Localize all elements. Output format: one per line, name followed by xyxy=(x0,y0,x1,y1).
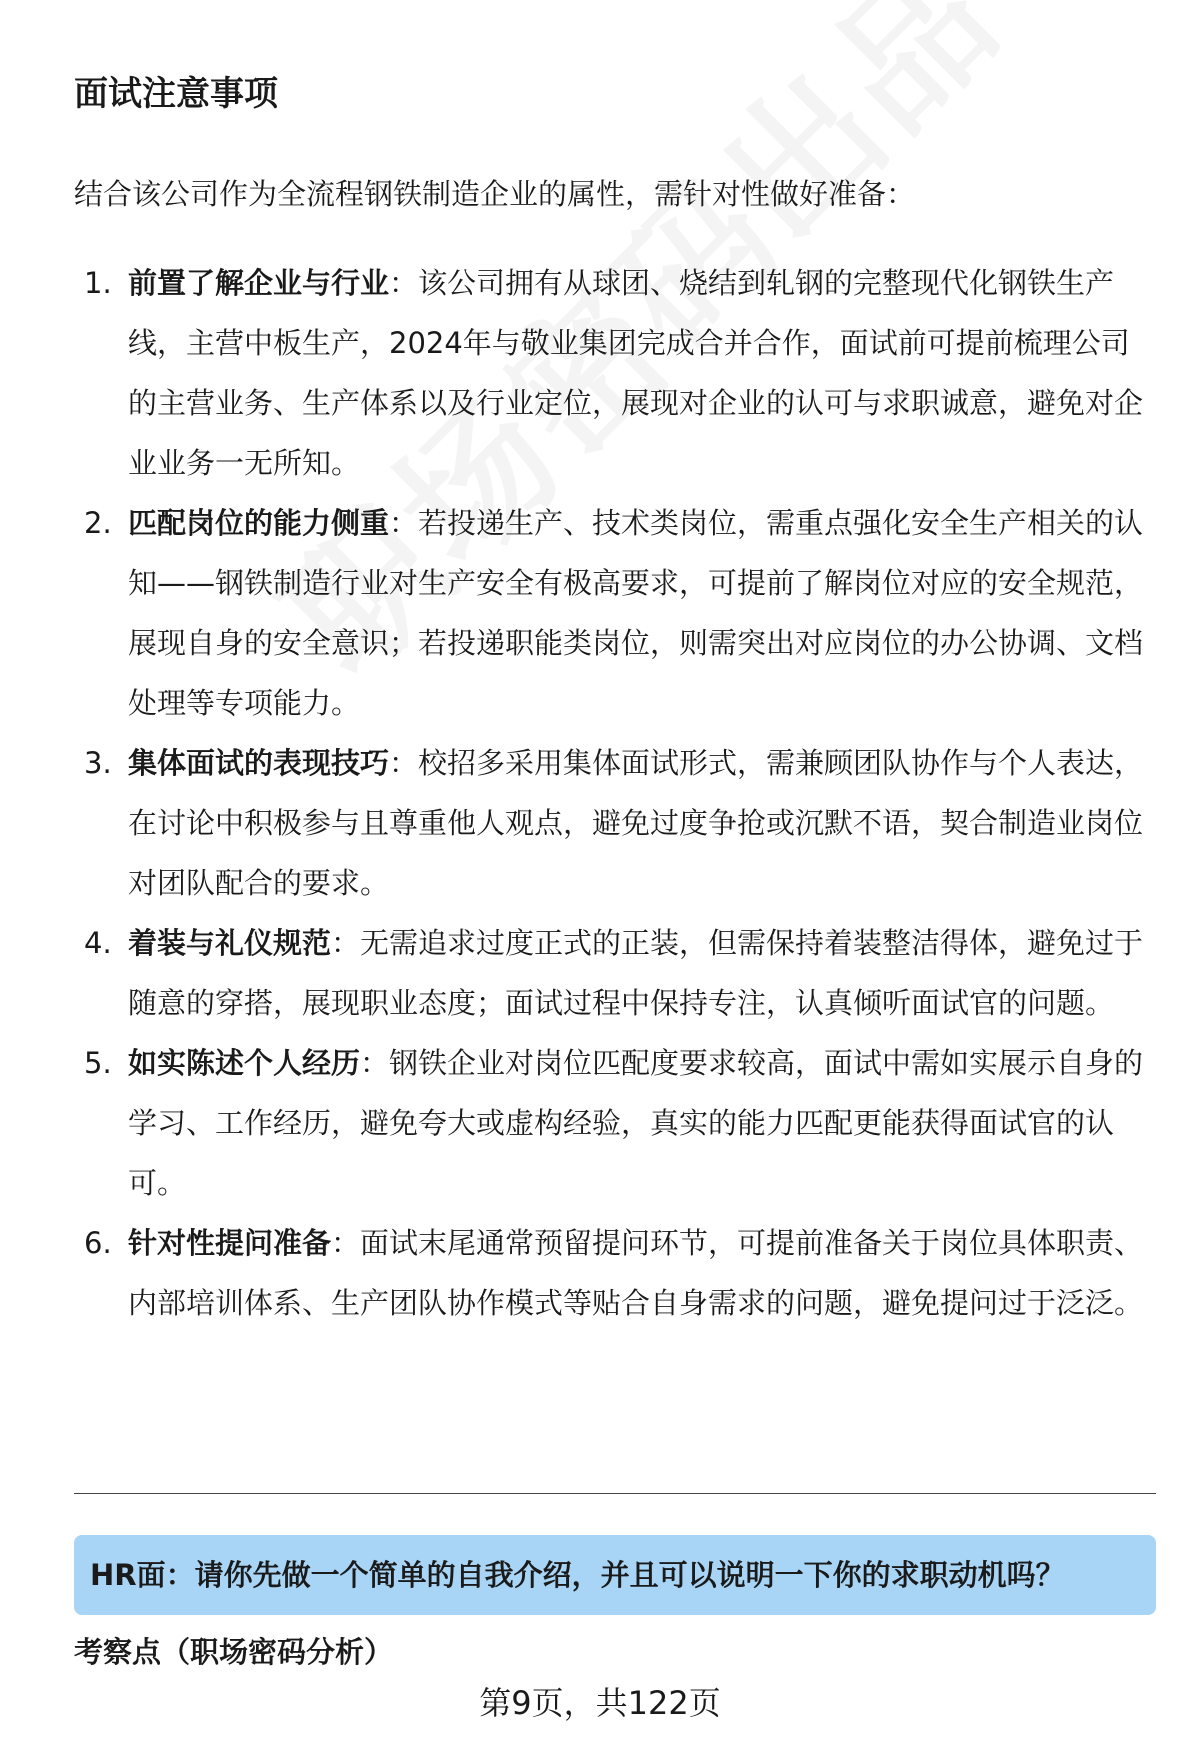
item-title: 匹配岗位的能力侧重 xyxy=(128,506,390,540)
item-number: 6. xyxy=(84,1226,112,1260)
item-number: 3. xyxy=(84,746,112,780)
list-item xyxy=(74,253,1156,493)
item-separator: ： xyxy=(360,1046,390,1080)
section-title: 面试注意事项 xyxy=(74,74,278,114)
list-item xyxy=(74,1213,1156,1333)
item-title: 前置了解企业与行业 xyxy=(128,266,390,300)
item-body: 校招多采用集体面试形式，需兼顾团队协作与个人表达，在讨论中积极参与且尊重他人观点，避免过度争抢或沉默不语，契合制造业岗位对团队配合的要求。 xyxy=(128,746,1144,900)
question-callout: HR面：请你先做一个简单的自我介绍，并且可以说明一下你的求职动机吗？ xyxy=(74,1535,1156,1615)
item-number: 2. xyxy=(84,506,112,540)
list-item xyxy=(74,733,1156,913)
list-item xyxy=(74,493,1156,733)
item-number: 4. xyxy=(84,926,112,960)
item-body: 若投递生产、技术类岗位，需重点强化安全生产相关的认知——钢铁制造行业对生产安全有极高要求，可提前了解岗位对应的安全规范，展现自身的安全意识；若投递职能类岗位，则需突出对应岗位的办公协调、文档处理等专项能力。 xyxy=(128,506,1144,720)
analysis-heading: 考察点（职场密码分析） xyxy=(74,1635,394,1669)
item-separator: ： xyxy=(389,266,419,300)
item-body: 面试末尾通常预留提问环节，可提前准备关于岗位具体职责、内部培训体系、生产团队协作模式等贴合自身需求的问题，避免提问过于泛泛。 xyxy=(128,1226,1144,1320)
item-separator: ： xyxy=(331,1226,361,1260)
item-body: 无需追求过度正式的正装，但需保持着装整洁得体，避免过于随意的穿搭，展现职业态度；面试过程中保持专注，认真倾听面试官的问题。 xyxy=(128,926,1144,1020)
tips-list xyxy=(74,253,1156,1333)
page-footer: 第9页，共122页 xyxy=(479,1684,721,1722)
item-body: 钢铁企业对岗位匹配度要求较高，面试中需如实展示自身的学习、工作经历，避免夸大或虚构经验，真实的能力匹配更能获得面试官的认可。 xyxy=(128,1046,1144,1200)
item-number: 1. xyxy=(84,266,112,300)
item-body: 该公司拥有从球团、烧结到轧钢的完整现代化钢铁生产线，主营中板生产，2024年与敬业集团完成合并合作，面试前可提前梳理公司的主营业务、生产体系以及行业定位，展现对企业的认可与求职诚意，避免对企业业务一无所知。 xyxy=(128,266,1144,480)
section-divider xyxy=(74,1493,1156,1494)
item-separator: ： xyxy=(389,746,419,780)
list-item xyxy=(74,913,1156,1033)
item-separator: ： xyxy=(331,926,361,960)
item-title: 针对性提问准备 xyxy=(128,1226,332,1260)
item-title: 集体面试的表现技巧 xyxy=(128,746,390,780)
item-number: 5. xyxy=(84,1046,112,1080)
list-item xyxy=(74,1033,1156,1213)
intro-paragraph: 结合该公司作为全流程钢铁制造企业的属性，需针对性做好准备： xyxy=(74,177,916,211)
item-separator: ： xyxy=(389,506,419,540)
item-title: 如实陈述个人经历 xyxy=(128,1046,361,1080)
item-title: 着装与礼仪规范 xyxy=(128,926,332,960)
